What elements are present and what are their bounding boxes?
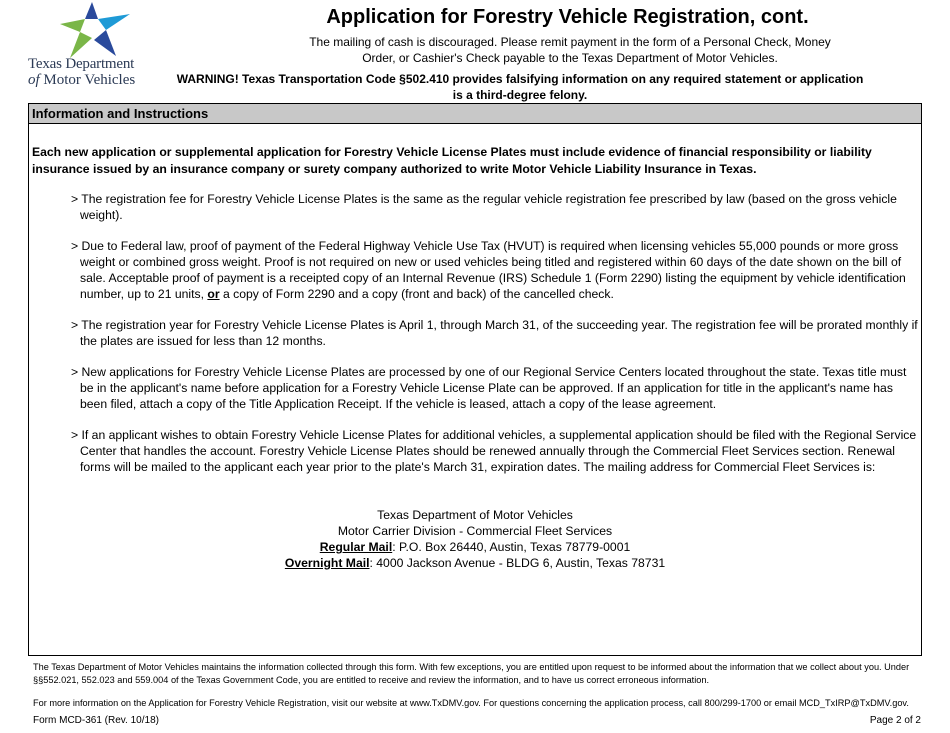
mailing-address <box>29 507 921 571</box>
hvut-text-after: a copy of Form 2290 and a copy (front and back) of the cancelled check. <box>219 287 614 301</box>
privacy-notice: The Texas Department of Motor Vehicles maintains the information collected through this form. With few exceptions, you are entitled upon request to be informed about the information that we collect about you. Under §§552.021, 552.023 and 559.004 of the Texas Government Code, you are entitled to receive and review the information, and to have us correct erroneous information. <box>33 662 910 685</box>
overnight-mail-address <box>29 555 921 571</box>
hvut-or-emphasis: or <box>207 287 220 301</box>
regular-mail-label: Regular Mail <box>319 540 393 554</box>
star-logo-icon <box>58 2 130 58</box>
logo-line-2 <box>28 72 158 89</box>
logo-line-1: Texas Department <box>28 56 135 72</box>
insurance-intro: Each new application or supplemental application for Forestry Vehicle License Plates must include evidence of financial responsibility or liability insurance issued by an insurance company or surety company authorized to write Motor Vehicle Liability Insurance in Texas. <box>32 145 872 176</box>
payment-notice <box>265 34 875 66</box>
page-title: Application for Forestry Vehicle Registration, cont. <box>326 6 809 28</box>
list-item <box>71 238 919 302</box>
address-line-2: Motor Carrier Division - Commercial Fleet Services <box>337 524 613 538</box>
overnight-mail-value: : 4000 Jackson Avenue - BLDG 6, Austin, Texas 78731 <box>369 556 666 570</box>
instruction-list <box>71 191 919 490</box>
list-item: > The registration year for Forestry Vehicle License Plates is April 1, through March 31, of the succeeding year. The registration fee will be prorated monthly if the plates are issued for less than 12 months. <box>71 318 918 348</box>
form-number: Form MCD-361 (Rev. 10/18) <box>33 715 159 726</box>
more-info-notice: For more information on the Application for Forestry Vehicle Registration, visit our website at www.TxDMV.gov. For questions concerning the application process, call 800/299-1700 or email MCD_TxIRP@TxDMV.gov. <box>33 698 909 708</box>
list-item: > If an applicant wishes to obtain Forestry Vehicle License Plates for additional vehicles, a supplemental application should be filed with the Regional Service Center that handles the account. Forestry Vehicle License Plates should be renewed annually through the Commercial Fleet Services section. Renewal forms will be mailed to the applicant each year prior to the plate's March 31, expiration dates. The mailing address for Commercial Fleet Services is: <box>71 428 917 474</box>
felony-warning-line-1: WARNING! Texas Transportation Code §502.410 provides falsifying information on any required statement or application <box>176 72 864 86</box>
logo-of: of <box>28 72 40 88</box>
hvut-text-before: > Due to Federal law, proof of payment of the Federal Highway Vehicle Use Tax (HVUT) is required when licensing vehicles 55,000 pounds or more gross weight or combined gross weight. Proof is not required on new or used vehicles being titled and registered within 60 days of the date shown on the bill of sale. Acceptable proof of payment is a receipted copy of an Internal Revenue (IRS) Schedule 1 (Form 2290) listing the equipment by vehicle identification number, up to 21 units, <box>71 239 906 301</box>
regular-mail-address <box>29 539 921 555</box>
page-number: Page 2 of 2 <box>869 715 921 726</box>
felony-warning <box>175 71 865 103</box>
list-item: > The registration fee for Forestry Vehicle License Plates is the same as the regular vehicle registration fee prescribed by law (based on the gross vehicle weight). <box>71 192 897 222</box>
address-line-1: Texas Department of Motor Vehicles <box>377 508 573 522</box>
regular-mail-value: : P.O. Box 26440, Austin, Texas 78779-0001 <box>392 540 631 554</box>
payment-notice-line-2: Order, or Cashier's Check payable to the Texas Department of Motor Vehicles. <box>362 51 778 65</box>
overnight-mail-label: Overnight Mail <box>284 556 370 570</box>
felony-warning-line-2: is a third-degree felony. <box>452 88 588 102</box>
payment-notice-line-1: The mailing of cash is discouraged. Please remit payment in the form of a Personal Check, Money <box>309 35 831 49</box>
list-item: > New applications for Forestry Vehicle License Plates are processed by one of our Regional Service Centers located throughout the state. Texas title must be in the applicant's name before application for a Forestry Vehicle License Plate can be approved. If an application for title in the applicant's name has been filed, attach a copy of the Title Application Receipt. If the vehicle is leased, attach a copy of the lease agreement. <box>71 365 907 411</box>
txdmv-logo <box>28 2 158 92</box>
logo-motor-vehicles: Motor Vehicles <box>39 72 136 88</box>
instructions-section <box>28 103 922 656</box>
section-heading: Information and Instructions <box>29 104 921 124</box>
